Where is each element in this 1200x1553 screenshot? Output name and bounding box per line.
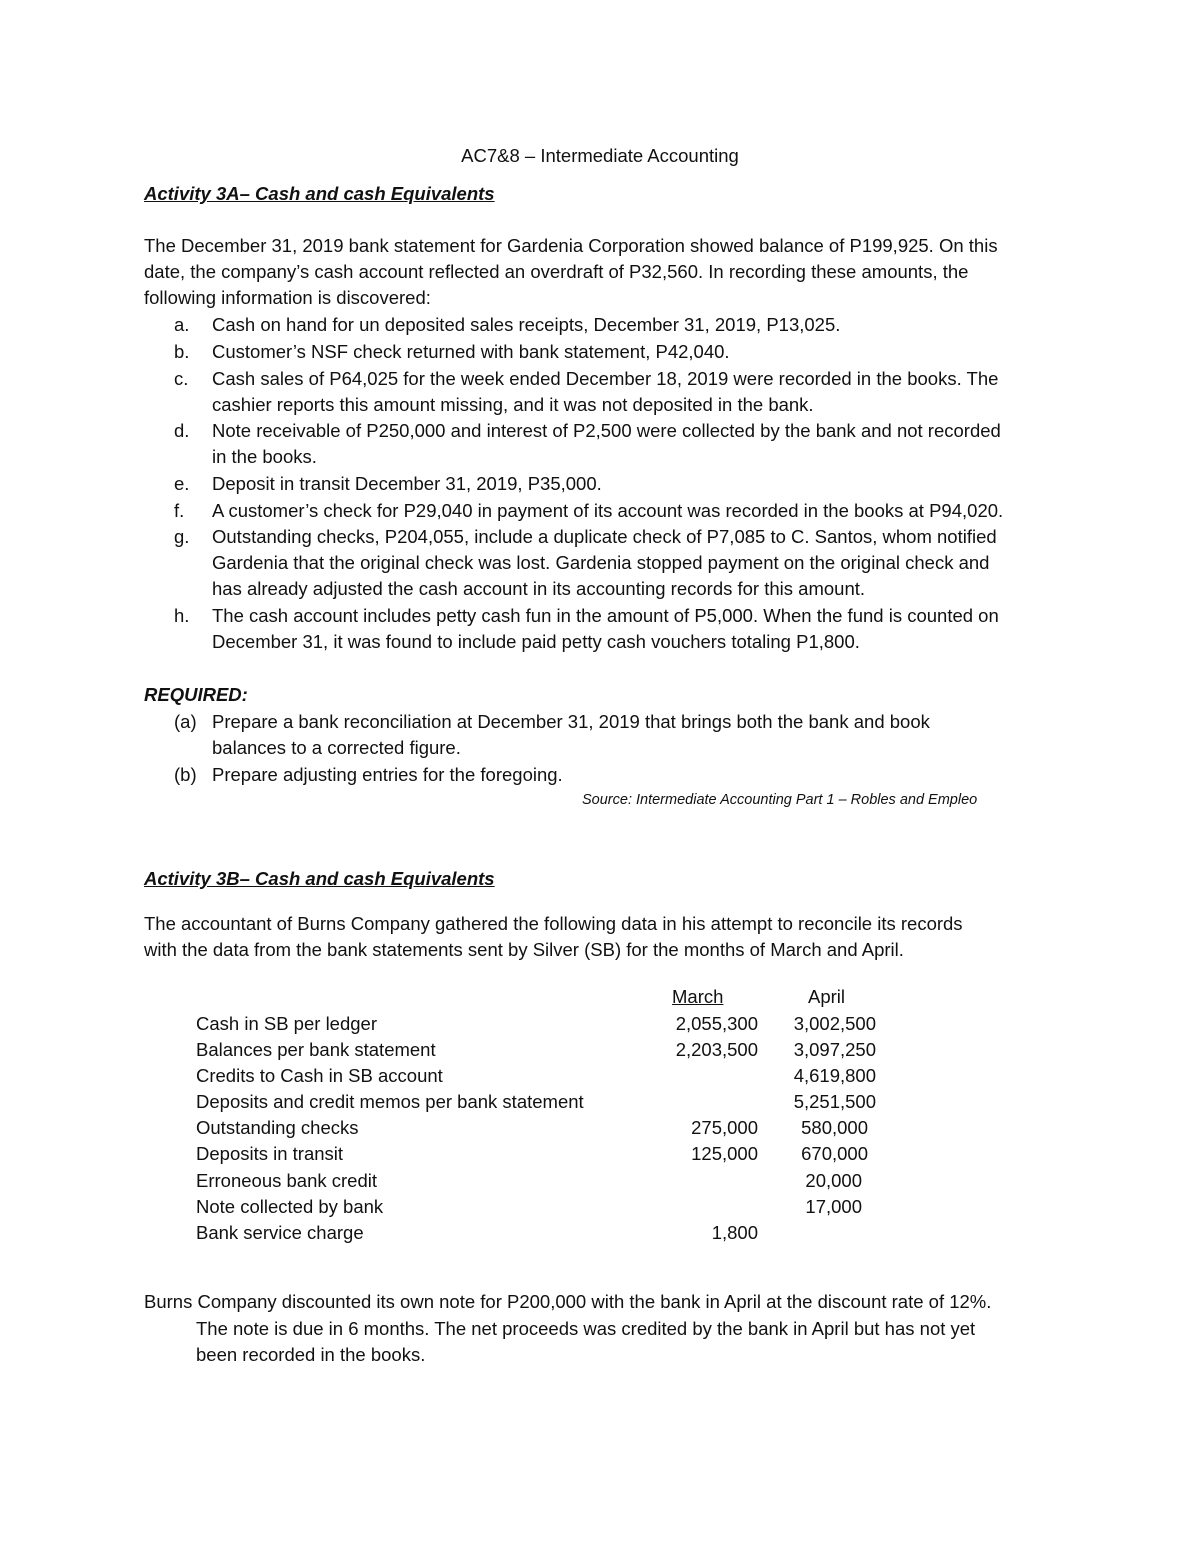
march-value: 275,000 (691, 1117, 758, 1138)
required-item-text: Prepare a bank reconciliation at December 31, 2019 that brings both the bank and book (212, 711, 930, 732)
row-label: Balances per bank statement (196, 1039, 436, 1060)
list-item-marker: e. (174, 473, 190, 494)
list-item-text: cashier reports this amount missing, and it was not deposited in the bank. (212, 394, 814, 415)
list-item-text: The cash account includes petty cash fun in the amount of P5,000. When the fund is counted on (212, 605, 999, 626)
row-label: Credits to Cash in SB account (196, 1065, 443, 1086)
column-header-april: April (808, 986, 846, 1007)
closing-paragraph-line: Burns Company discounted its own note for P200,000 with the bank in April at the discount rate of 12%. (144, 1291, 992, 1312)
list-item-text: Note receivable of P250,000 and interest of P2,500 were collected by the bank and not recorded (212, 420, 1001, 441)
list-item-text: Outstanding checks, P204,055, include a duplicate check of P7,085 to C. Santos, whom notified (212, 526, 997, 547)
course-title: AC7&8 – Intermediate Accounting (461, 145, 739, 166)
april-value: 670,000 (801, 1143, 868, 1164)
activity-3a-intro-line: The December 31, 2019 bank statement for Gardenia Corporation showed balance of P199,925. On this (144, 235, 998, 256)
march-value: 125,000 (691, 1143, 758, 1164)
list-item-text: A customer’s check for P29,040 in payment of its account was recorded in the books at P94,020. (212, 500, 1004, 521)
april-value: 17,000 (805, 1196, 862, 1217)
row-label: Outstanding checks (196, 1117, 359, 1138)
april-value: 4,619,800 (793, 1065, 876, 1086)
april-value: 580,000 (801, 1117, 868, 1138)
row-label: Deposits in transit (196, 1143, 344, 1164)
closing-paragraph-line: The note is due in 6 months. The net proceeds was credited by the bank in April but has not yet (196, 1318, 976, 1339)
required-item-marker: (a) (174, 711, 197, 732)
activity-3b-intro-line: The accountant of Burns Company gathered the following data in his attempt to reconcile its records (144, 913, 963, 934)
list-item-marker: c. (174, 368, 189, 389)
required-label: REQUIRED: (144, 684, 248, 705)
row-label: Deposits and credit memos per bank statement (196, 1091, 584, 1112)
row-label: Erroneous bank credit (196, 1170, 377, 1191)
row-label: Cash in SB per ledger (196, 1013, 377, 1034)
march-value: 1,800 (711, 1222, 758, 1243)
april-value: 3,097,250 (793, 1039, 876, 1060)
required-item-text: Prepare adjusting entries for the foregoing. (212, 764, 563, 785)
activity-3a-intro-line: following information is discovered: (144, 287, 431, 308)
list-item-text: Customer’s NSF check returned with bank statement, P42,040. (212, 341, 730, 362)
list-item-marker: h. (174, 605, 190, 626)
list-item-text: December 31, it was found to include paid petty cash vouchers totaling P1,800. (212, 631, 860, 652)
list-item-text: Deposit in transit December 31, 2019, P35,000. (212, 473, 602, 494)
row-label: Bank service charge (196, 1222, 364, 1243)
list-item-marker: a. (174, 314, 190, 335)
column-header-march: March (672, 986, 724, 1007)
list-item-text: has already adjusted the cash account in its accounting records for this amount. (212, 578, 866, 599)
list-item-text: in the books. (212, 446, 317, 467)
march-value: 2,203,500 (675, 1039, 758, 1060)
activity-3a-heading: Activity 3A– Cash and cash Equivalents (144, 183, 495, 204)
list-item-text: Cash sales of P64,025 for the week ended December 18, 2019 were recorded in the books. The (212, 368, 999, 389)
list-item-marker: g. (174, 526, 190, 547)
list-item-text: Cash on hand for un deposited sales receipts, December 31, 2019, P13,025. (212, 314, 841, 335)
april-value: 3,002,500 (793, 1013, 876, 1034)
activity-3b-heading: Activity 3B– Cash and cash Equivalents (144, 868, 495, 889)
list-item-marker: b. (174, 341, 190, 362)
march-value: 2,055,300 (675, 1013, 758, 1034)
required-item-marker: (b) (174, 764, 197, 785)
activity-3a-intro-line: date, the company’s cash account reflected an overdraft of P32,560. In recording these amounts, the (144, 261, 969, 282)
april-value: 20,000 (805, 1170, 862, 1191)
list-item-marker: d. (174, 420, 190, 441)
april-value: 5,251,500 (793, 1091, 876, 1112)
required-item-text: balances to a corrected figure. (212, 737, 461, 758)
row-label: Note collected by bank (196, 1196, 384, 1217)
closing-paragraph-line: been recorded in the books. (196, 1344, 426, 1365)
activity-3b-intro-line: with the data from the bank statements sent by Silver (SB) for the months of March and April. (144, 939, 904, 960)
list-item-text: Gardenia that the original check was lost. Gardenia stopped payment on the original check and (212, 552, 990, 573)
list-item-marker: f. (174, 500, 185, 521)
source-citation: Source: Intermediate Accounting Part 1 – Robles and Empleo (582, 792, 978, 808)
